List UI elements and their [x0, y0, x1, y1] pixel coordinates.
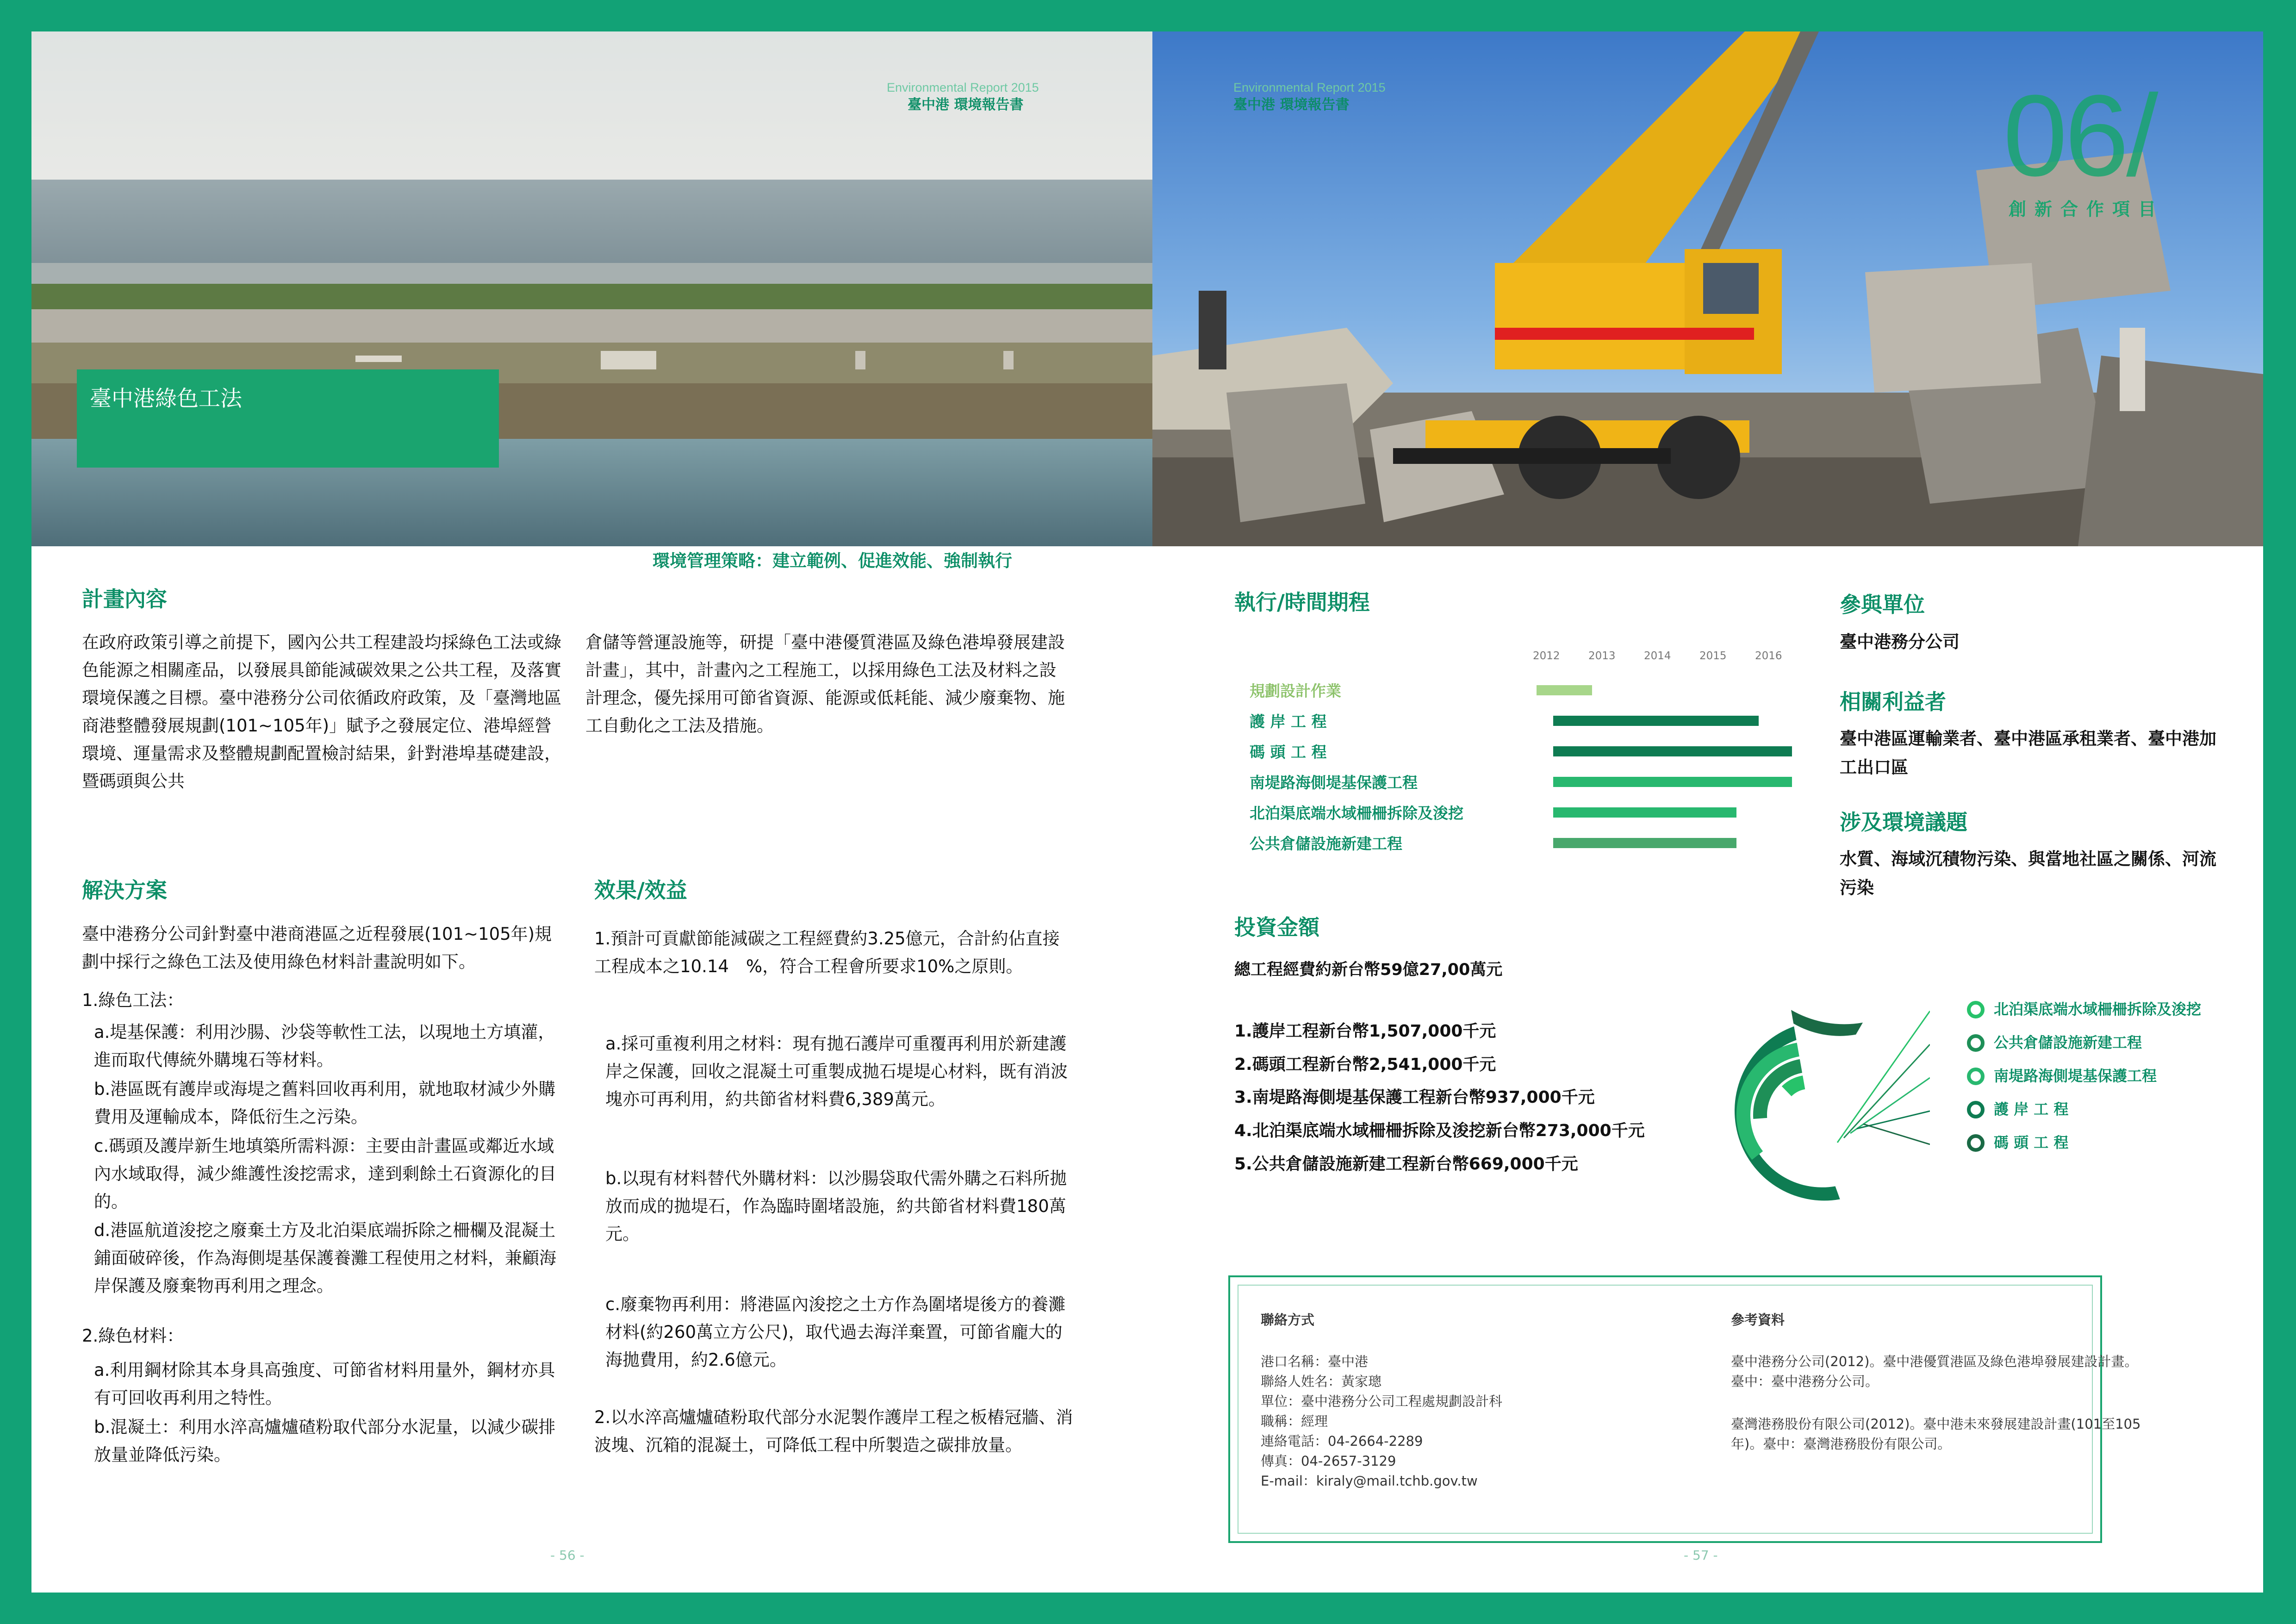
report-header-zh-right: 臺中港 環境報告書 [1233, 97, 1350, 113]
gantt-category-4: 北泊渠底端水域柵柵拆除及浚挖 [1250, 804, 1463, 822]
donut-connector-2 [1850, 1078, 1930, 1133]
reference-1a: 臺中港務分公司(2012)。臺中港優質港區及綠色港埠發展建設計畫。 [1731, 1354, 2138, 1369]
gantt-year-2016: 2016 [1755, 650, 1782, 662]
contact-phone: 連絡電話：04-2664-2289 [1261, 1433, 1423, 1449]
solution-m2-title: 2.綠色材料： [82, 1326, 184, 1346]
contact-box [1228, 1275, 2141, 1543]
solution-m2-b: b.混凝土：利用水淬高爐爐碴粉取代部分水泥量，以減少碳排放量並降低污染。 [94, 1417, 556, 1465]
issues-heading: 涉及環境議題 [1840, 810, 1967, 835]
participants-text: 臺中港務分公司 [1840, 632, 1960, 652]
solution-m1-a: a.堤基保護：利用沙腸、沙袋等軟性工法，以現地土方填灌，進而取代傳統外購塊石等材料。 [94, 1022, 555, 1070]
donut-legend-label-3: 護 岸 工 程 [1994, 1100, 2069, 1118]
solution-m2-a: a.利用鋼材除其本身具高強度、可節省材料用量外，鋼材亦具有可回收再利用之特性。 [94, 1360, 555, 1408]
donut-legend-marker-1 [1967, 1034, 1985, 1052]
donut-legend [1967, 994, 2263, 1170]
report-header-zh: 臺中港 環境報告書 [908, 97, 1024, 113]
strategy-line: 環境管理策略：建立範例、促進效能、強制執行 [653, 551, 1012, 571]
gantt-category-0: 規劃設計作業 [1250, 682, 1341, 700]
contact-port: 港口名稱：臺中港 [1261, 1354, 1369, 1369]
title-banner-text: 臺中港綠色工法 [90, 386, 242, 412]
solution-m1-title: 1.綠色工法： [82, 990, 184, 1010]
gantt-bar-5 [1553, 838, 1736, 848]
effects-e1: 1.預計可貢獻節能減碳之工程經費約3.25億元，合計約佔直接工程成本之10.14 %，符合工程會所要求10%之原則。 [594, 929, 1060, 976]
gantt-bar-4 [1553, 807, 1736, 818]
report-header-en: Environmental Report 2015 [887, 81, 1039, 94]
donut-legend-label-1: 公共倉儲設施新建工程 [1994, 1034, 2142, 1051]
donut-legend-marker-0 [1967, 1001, 1985, 1018]
page-number-left: - 56 - [550, 1548, 585, 1563]
solution-intro: 臺中港務分公司針對臺中港商港區之近程發展(101~105年)規劃中採行之綠色工法及使用綠色材料計畫說明如下。 [82, 924, 552, 972]
report-header-en-right: Environmental Report 2015 [1233, 81, 1386, 94]
schedule-heading: 執行/時間期程 [1234, 590, 1370, 615]
investment-donut-chart [1652, 994, 1930, 1226]
invest-item-2: 2.碼頭工程新台幣2,541,000千元 [1234, 1055, 1496, 1074]
donut-legend-label-4: 碼 頭 工 程 [1994, 1134, 2069, 1151]
title-banner [77, 369, 499, 468]
contact-heading: 聯絡方式 [1261, 1312, 1315, 1328]
issues-text: 水質、海域沉積物污染、與當地社區之關係、河流污染 [1840, 849, 2216, 898]
gantt-bar-3 [1553, 777, 1792, 787]
donut-legend-marker-2 [1967, 1068, 1985, 1085]
left-page [31, 31, 1152, 1593]
effects-e1-a: a.採可重複利用之材料：現有拋石護岸可重覆再利用於新建護岸之保護，回收之混凝土可重製成拋石堤堤心材料，既有消波塊亦可再利用，約共節省材料費6,389萬元。 [605, 1034, 1068, 1109]
solution-m1-c: c.碼頭及護岸新生地填築所需料源：主要由計畫區或鄰近水域內水域取得，減少維護性浚挖需求，達到剩餘土石資源化的目的。 [94, 1136, 556, 1212]
contact-title: 職稱：經理 [1261, 1413, 1328, 1429]
contact-email[interactable]: E-mail：kiraly@mail.tchb.gov.tw [1261, 1473, 1478, 1489]
effects-e1-c: c.廢棄物再利用：將港區內浚挖之土方作為圍堵堤後方的養灘材料(約260萬立方公尺)，取代過去海洋棄置，可節省龐大的海拋費用，約2.6億元。 [605, 1294, 1066, 1370]
effects-e2: 2.以水淬高爐爐碴粉取代部分水泥製作護岸工程之板樁冠牆、消波塊、沉箱的混凝土，可降低工程中所製造之碳排放量。 [594, 1407, 1073, 1455]
invest-total: 總工程經費約新台幣59億27,00萬元 [1234, 961, 1503, 979]
references-heading: 參考資料 [1731, 1312, 1785, 1328]
reference-2b: 年)。臺中：臺灣港務股份有限公司。 [1731, 1436, 1951, 1452]
participants-heading: 參與單位 [1840, 592, 1925, 617]
gantt-bar-0 [1537, 685, 1592, 695]
gantt-year-2014: 2014 [1644, 650, 1671, 662]
gantt-category-3: 南堤路海側堤基保護工程 [1250, 774, 1418, 792]
gantt-category-2: 碼 頭 工 程 [1250, 743, 1327, 761]
gantt-year-2015: 2015 [1699, 650, 1727, 662]
gantt-category-5: 公共倉儲設施新建工程 [1250, 835, 1402, 853]
donut-legend-label-2: 南堤路海側堤基保護工程 [1994, 1067, 2157, 1085]
chapter-number: 06/ [2003, 71, 2156, 200]
donut-legend-label-0: 北泊渠底端水域柵柵拆除及浚挖 [1994, 1000, 2202, 1018]
contact-fax: 傳真：04-2657-3129 [1261, 1453, 1396, 1469]
contact-box-inner [1238, 1285, 2093, 1534]
invest-item-5: 5.公共倉儲設施新建工程新台幣669,000千元 [1234, 1155, 1578, 1174]
solution-m1-b: b.港區既有護岸或海堤之舊料回收再利用，就地取材減少外購費用及運輸成本，降低衍生之污染。 [94, 1079, 556, 1127]
contact-unit: 單位：臺中港務分公司工程處規劃設計科 [1261, 1393, 1503, 1409]
stakeholders-heading: 相關利益者 [1840, 689, 1946, 714]
invest-item-4: 4.北泊渠底端水域柵柵拆除及浚挖新台幣273,000千元 [1234, 1121, 1645, 1140]
gantt-chart [1250, 651, 1786, 873]
plan-col2: 倉儲等營運設施等，研提「臺中港優質港區及綠色港埠發展建設計畫」，其中，計畫內之工程施工，以採用綠色工法及材料之設計理念，優先採用可節省資源、能源或低耗能、減少廢棄物、施工自動化之工法及措施。 [585, 632, 1065, 736]
gantt-bar-1 [1553, 716, 1759, 726]
page-number-right: - 57 - [1684, 1548, 1718, 1563]
donut-arc-4 [1791, 1010, 1863, 1036]
donut-connector-1 [1844, 1044, 1930, 1138]
gantt-year-2013: 2013 [1588, 650, 1616, 662]
solution-m1-d: d.港區航道浚挖之廢棄土方及北泊渠底端拆除之柵欄及混凝土鋪面破碎後，作為海側堤基保護養灘工程使用之材料，兼顧海岸保護及廢棄物再利用之理念。 [94, 1220, 556, 1296]
invest-heading: 投資金額 [1234, 915, 1319, 940]
plan-heading: 計畫內容 [82, 587, 167, 612]
donut-connector-4 [1863, 1124, 1930, 1144]
invest-item-3: 3.南堤路海側堤基保護工程新台幣937,000千元 [1234, 1088, 1595, 1107]
contact-name: 聯絡人姓名：黃家璁 [1261, 1374, 1382, 1389]
donut-legend-marker-4 [1967, 1134, 1985, 1152]
gantt-bar-2 [1553, 746, 1792, 756]
invest-item-1: 1.護岸工程新台幣1,507,000千元 [1234, 1022, 1496, 1041]
effects-e1-b: b.以現有材料替代外購材料：以沙腸袋取代需外購之石料所拋放而成的拋堤石，作為臨時圍堵設施，約共節省材料費180萬元。 [605, 1168, 1067, 1244]
reference-2a: 臺灣港務股份有限公司(2012)。臺中港未來發展建設計畫(101至105 [1731, 1416, 2141, 1432]
donut-legend-marker-3 [1967, 1101, 1985, 1118]
effects-heading: 效果/效益 [594, 878, 687, 903]
chapter-title: 創新合作項目 [2009, 199, 2165, 219]
gantt-year-2012: 2012 [1533, 650, 1560, 662]
plan-col1: 在政府政策引導之前提下，國內公共工程建設均採綠色工法或綠色能源之相關產品，以發展具節能減碳效果之公共工程，及落實環境保護之目標。臺中港務分公司依循政府政策，及「臺灣地區商港整體發展規劃(101~105年)」賦予之發展定位、港埠經營環境、運量需求及整體規劃配置檢討結果，針對港埠基礎建設，暨碼頭與公共 [82, 632, 561, 791]
stakeholders-text: 臺中港區運輸業者、臺中港區承租業者、臺中港加工出口區 [1840, 729, 2216, 777]
reference-1b: 臺中：臺中港務分公司。 [1731, 1374, 1879, 1389]
solution-heading: 解決方案 [82, 878, 167, 903]
gantt-category-1: 護 岸 工 程 [1250, 712, 1327, 731]
